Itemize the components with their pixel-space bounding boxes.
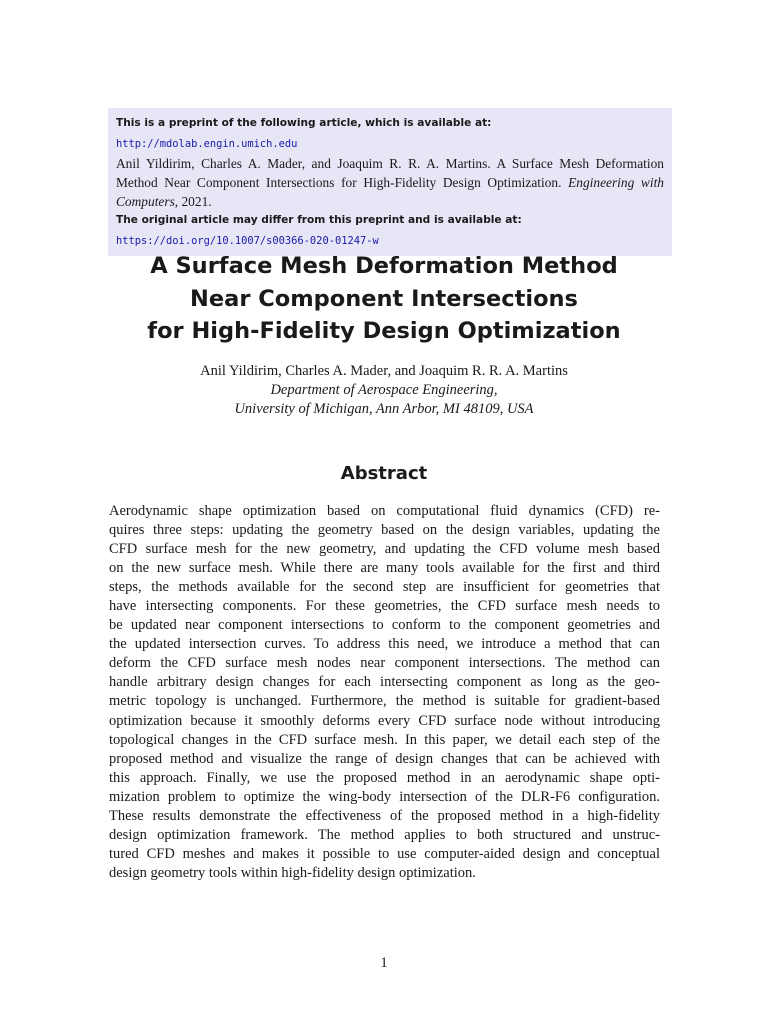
abstract-line: Aerodynamic shape optimization based on computational fluid dynamics (CFD) re- [109,503,660,519]
abstract-line: optimization because it smoothly deforms every CFD surface node without introducing [109,712,660,729]
abstract-line: the updated intersection curves. To address this need, we introduce a method that can [109,636,660,653]
preprint-intro: This is a preprint of the following article, which is available at: [116,117,492,129]
title-line: A Surface Mesh Deformation Method [150,253,618,279]
affiliation-line: Department of Aerospace Engineering, [270,382,498,398]
citation-journal: Engineering with Computers [116,175,664,209]
abstract-line: design geometry tools within high-fidelity design optimization. [109,864,476,881]
title-line: for High-Fidelity Design Optimization [147,318,621,344]
abstract-line: proposed method and visualize the range of design changes that can be achieved with [109,750,660,767]
preprint-citation [116,154,664,211]
doi-link[interactable]: https://doi.org/10.1007/s00366-020-01247-w [116,235,379,247]
abstract-line: metric topology is unchanged. Furthermore, the method is suitable for gradient-based [109,693,660,710]
author-names: Anil Yildirim, Charles A. Mader, and Joaquim R. R. A. Martins [200,363,568,379]
preprint-note: The original article may differ from this preprint and is available at: [116,214,522,226]
abstract-line: tured CFD meshes and makes it possible to use computer-aided design and conceptual [109,845,660,862]
abstract-line: have intersecting components. For these geometries, the CFD surface mesh needs to [109,598,660,615]
abstract-line: on the new surface mesh. While there are many tools available for the first and third [109,560,660,577]
preprint-notice [108,108,672,256]
page-number: 1 [380,955,388,971]
title-line: Near Component Intersections [190,285,578,312]
abstract-line: deform the CFD surface mesh nodes near component intersections. The method can [109,655,660,672]
citation-title: A Surface Mesh Deformation Method Near Component Intersections for High-Fidelity Design Optimization. [116,156,664,190]
abstract-line: steps, the methods available for the second step are insufficient for geometries that [109,579,660,596]
abstract-heading: Abstract [340,463,428,484]
abstract-line: These results demonstrate the effectiveness of the proposed method in a high-fidelity [109,807,660,824]
abstract-line: mization problem to optimize the wing-body intersection of the DLR-F6 configuration. [109,788,660,805]
paper-title [0,250,768,348]
citation-year: , 2021. [174,194,212,209]
affiliation-line: University of Michigan, Ann Arbor, MI 48109, USA [234,401,534,417]
author-block [0,362,768,419]
abstract-line: topological changes in the CFD surface mesh. In this paper, we detail each step of the [109,731,660,748]
preprint-intro-line [116,112,664,154]
citation-authors: Anil Yildirim, Charles A. Mader, and Joaquim R. R. A. Martins. [116,156,491,171]
abstract-line: handle arbitrary design changes for each intersecting component as long as the geo- [109,674,660,691]
abstract-line: be updated near component intersections to conform to the component geometries and [109,617,660,634]
preprint-url-link[interactable]: http://mdolab.engin.umich.edu [116,138,298,150]
abstract-line: quires three steps: updating the geometry based on the design variables, updating the [109,522,660,539]
abstract-line: design optimization framework. The method applies to both structured and unstruc- [109,826,660,843]
abstract-line: this approach. Finally, we use the proposed method in an aerodynamic shape opti- [109,769,660,786]
abstract-body [109,502,660,883]
abstract-line: CFD surface mesh for the new geometry, and updating the CFD volume mesh based [109,541,660,558]
